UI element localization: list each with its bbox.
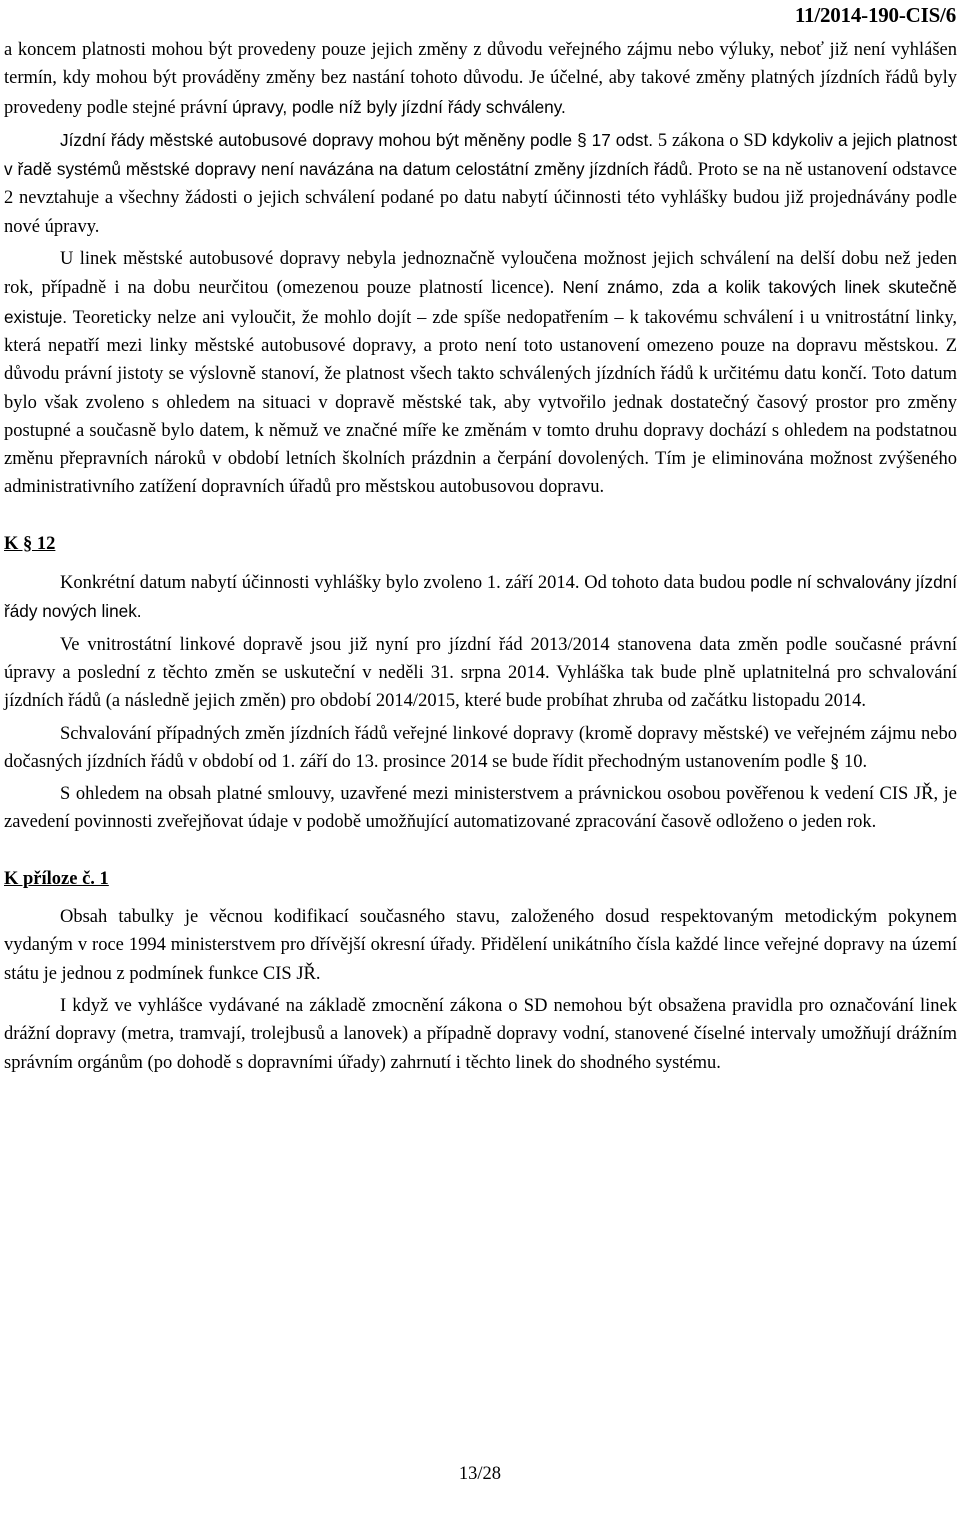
paragraph-domestic-transport: Ve vnitrostátní linkové dopravě jsou již nyní pro jízdní řád 2013/2014 stanovena data změn podle současné právní úpravy a poslední z těchto změn se uskuteční v neděli 31. srpna 2014. Vyhláška tak bude plně uplatnitelná pro schvalování jízdních řádů (a následně jejich změn) pro období 2014/2015, které bude probíhat zhruba od začátku listopadu 2014.: [4, 634, 957, 712]
section-heading-paragraph-12: K § 12: [4, 533, 56, 554]
paragraph-rail-line-numbering: I když ve vyhlášce vydávané na základě zmocnění zákona o SD nemohou být obsažena pravidla pro označování linek drážní dopravy (metra, tramvají, trolejbusů a lanovek) a případně dopravy vodní, stanovené číselné intervaly umožňují drážním správním orgánům (po dohodě s dopravními úřady) zahrnutí i těchto linek do shodného systému.: [4, 995, 957, 1073]
paragraph-publication-duty: S ohledem na obsah platné smlouvy, uzavřené mezi ministerstvem a právnickou osobou pověřenou k vedení CIS JŘ, je zavedení povinnosti zveřejňovat údaje v podobě umožňující automatizované zpracování časově odloženo o jeden rok.: [4, 784, 957, 833]
section-heading-annex-1: K příloze č. 1: [4, 868, 109, 889]
text-run: Konkrétní datum nabytí účinnosti vyhlášky bylo zvoleno 1. září 2014. Od tohoto data budou: [60, 573, 751, 594]
paragraph-indefinite-approval: [4, 245, 957, 502]
paragraph-effective-date: [4, 568, 957, 627]
paragraph-table-codification: Obsah tabulky je věcnou kodifikací současného stavu, založeného dosud respektovaným metodickým pokynem vydaným v roce 1994 ministerstvem pro dřívější okresní úřady. Přidělení unikátního čísla každé lince veřejné dopravy na území státu je jednou z podmínek funkce CIS JŘ.: [4, 907, 957, 984]
text-run: a koncem platnosti mohou být provedeny pouze jejich změny z důvodu veřejného zájmu nebo výluky, neboť již není vyhlášen termín, kdy mohou být prováděny změny bez nastání tohoto důvodu. Je účelné, aby takové změny platných jízdních řádů byly provedeny podle stejné právní: [4, 40, 957, 118]
paragraph-validity-changes: [4, 36, 957, 122]
page-number: 13/28: [458, 1464, 502, 1484]
text-run-sans: podle ní schvalovány jízdní řády nových linek.: [4, 572, 957, 622]
text-run-sans: úpravy, podle níž byly jízdní řády schváleny.: [232, 96, 566, 117]
text-run-sans: Jízdní řády městské autobusové dopravy mohou být měněny podle § 17 odst.: [60, 129, 654, 150]
text-run-sans: kdykoliv a jejich platnost v řadě systémů městské dopravy není navázána na datum celostátní změny jízdních řádů.: [4, 129, 957, 180]
text-run: Teoreticky nelze ani vyloučit, že mohlo dojít – zde spíše nedopatřením – k takovému schválení i u vnitrostátní linky, která nepatří mezi linky městské autobusové dopravy, a proto není toto ustanovení omezeno pouze na dopravu městskou. Z důvodu právní jistoty se výslovně stanoví, že platnost všech takto schválených jízdních řádů k určitému datu končí. Toto datum bylo však zvoleno s ohledem na situaci v dopravě městské tak, aby vytvořilo jednak dostatečný časový prostor pro změny postupné a současně bylo datem, k němuž ve značné míře ke změnám v tomto druhu dopravy dochází s ohledem na podstatnou změnu přepravních nároků v období letních školních prázdnin a čerpání dovolených. Tím je eliminována možnost zvýšeného administrativního zatížení dopravních úřadů pro městskou autobusovou dopravu.: [4, 307, 957, 498]
paragraph-transitional-provision: Schvalování případných změn jízdních řádů veřejné linkové dopravy (kromě dopravy městské) ve veřejném zájmu nebo dočasných jízdních řádů v období od 1. září do 13. prosince 2014 se bude řídit přechodným ustanovením podle § 10.: [4, 723, 957, 772]
text-run: U linek městské autobusové dopravy nebyla jednoznačně vyloučena možnost jejich schválení na delší dobu než jeden rok, případně i na dobu neurčitou (omezenou pouze platností licence).: [4, 249, 957, 299]
paragraph-city-bus-timetables: [4, 126, 957, 241]
text-run-sans: Není známo, zda a kolik takových linek skutečně existuje.: [4, 277, 957, 327]
text-run: 5 zákona o SD: [653, 130, 772, 151]
text-run: Proto se na ně ustanovení odstavce 2 nevztahuje a všechny žádosti o jejich schválení podané po datu nabytí účinnosti této vyhlášky budou již projednávány podle nové úpravy.: [4, 160, 958, 237]
document-reference-number: 11/2014-190-CIS/6: [794, 3, 956, 27]
document-page: [4, 36, 957, 1077]
